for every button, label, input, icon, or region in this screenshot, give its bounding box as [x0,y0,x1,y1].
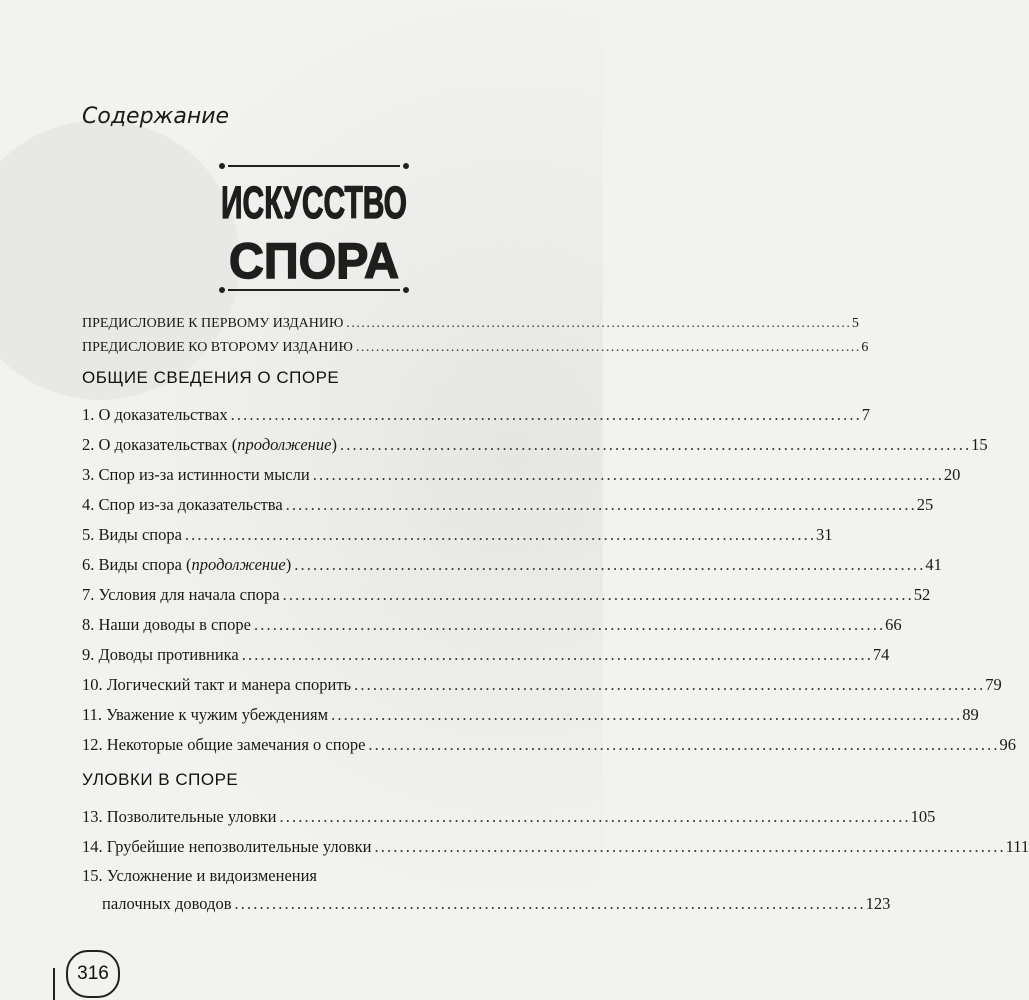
dot-leader [286,490,914,520]
toc-chapter-7[interactable] [82,580,931,610]
toc-entry-page: 111 [1005,837,1029,856]
toc-entry-label [82,550,291,580]
toc-chapter-14[interactable] [82,832,1029,862]
toc-label-italic: продолжение [237,435,332,454]
toc-preface-1[interactable] [82,316,859,340]
toc-entry-page: 79 [985,675,1002,694]
toc-entry-label: 13. Позволительные уловки [82,807,277,826]
dot-leader [368,730,996,760]
logo-ornament-dot [403,287,409,293]
toc-entry-label: ПРЕДИСЛОВИЕ К ПЕРВОМУ ИЗДАНИЮ [82,316,344,331]
page-number: 316 [66,950,120,998]
toc-entry-label: 4. Спор из-за доказательства [82,495,283,514]
toc-chapter-10[interactable] [82,670,1002,700]
toc-entry-label: 14. Грубейшие непозволительные уловки [82,837,372,856]
dot-leader [242,640,870,670]
toc-entry-page: 52 [913,585,931,604]
toc-entry-label: 1. О доказательствах [82,405,228,424]
toc-entry-page: 123 [865,894,891,913]
toc-chapter-15[interactable] [82,862,891,919]
toc-entry-page: 7 [861,405,871,424]
book-logo [212,158,416,298]
logo-ornament-dot [403,163,409,169]
toc-section-heading: ОБЩИЕ СВЕДЕНИЯ О СПОРЕ [82,368,340,387]
logo-ornament-dot [219,163,225,169]
toc-entry-label: палочных доводов [102,894,232,913]
toc-entry-label: ПРЕДИСЛОВИЕ КО ВТОРОМУ ИЗДАНИЮ [82,340,353,355]
toc-chapter-3[interactable] [82,460,961,490]
toc-chapter-13[interactable] [82,802,936,832]
toc-entry-page: 25 [916,495,934,514]
toc-entry-label: 8. Наши доводы в споре [82,615,251,634]
page-title: Содержание [82,104,230,129]
toc-entry-page: 105 [910,807,936,826]
dot-leader [346,316,849,332]
toc-chapter-9[interactable] [82,640,890,670]
toc-entry-label: 10. Логический такт и манера спорить [82,675,352,694]
table-of-contents [82,316,1029,919]
toc-label-italic: продолжение [191,555,286,574]
toc-entry-label: 5. Виды спора [82,525,182,544]
dot-leader [331,700,959,730]
toc-entry-label: 3. Спор из-за истинности мысли [82,465,310,484]
toc-entry-page: 20 [943,465,961,484]
toc-chapter-2[interactable] [82,430,988,460]
dot-leader [234,889,862,919]
toc-entry-label: 11. Уважение к чужим убеждениям [82,705,329,724]
toc-entry-page: 31 [816,525,833,544]
dot-leader [283,580,911,610]
toc-chapter-8[interactable] [82,610,902,640]
toc-label-part: ) [331,435,337,454]
toc-entry-page: 96 [999,735,1017,754]
toc-chapter-12[interactable] [82,730,1017,760]
toc-entry-label: 7. Условия для начала спора [82,585,280,604]
toc-label-part: 2. О доказательствах ( [82,435,238,454]
toc-entry-label: 15. Усложнение и видоизменения [82,866,318,885]
dot-leader [185,520,813,550]
dot-leader [254,610,882,640]
toc-entry-page: 66 [885,615,902,634]
toc-preface-2[interactable] [82,340,869,364]
dot-leader [356,340,859,356]
dot-leader [231,400,859,430]
dot-leader [354,670,982,700]
dot-leader [280,802,908,832]
logo-line-1: ИСКУССТВО [221,177,407,228]
toc-chapter-4[interactable] [82,490,934,520]
toc-label-part: ) [285,555,292,574]
toc-entry-page: 6 [861,340,869,355]
toc-chapter-5[interactable] [82,520,833,550]
toc-entry-page: 89 [962,705,979,724]
dot-leader [313,460,941,490]
dot-leader [340,430,968,460]
dot-leader [374,832,1002,862]
toc-label-part: 6. Виды спора ( [82,555,192,574]
toc-entry-label [82,430,337,460]
toc-chapter-1[interactable] [82,400,871,430]
dot-leader [294,550,922,580]
toc-chapter-11[interactable] [82,700,979,730]
folio-rule [53,968,55,1000]
toc-entry-page: 74 [872,645,890,664]
toc-entry-page: 15 [971,435,988,454]
logo-line-2: СПОРА [229,233,399,289]
toc-entry-continuation [82,889,891,919]
toc-entry-label: 12. Некоторые общие замечания о споре [82,735,366,754]
toc-entry-page: 41 [925,555,942,574]
toc-entry-label: 9. Доводы противника [82,645,239,664]
toc-section-heading: УЛОВКИ В СПОРЕ [82,770,239,789]
toc-chapter-6[interactable] [82,550,942,580]
logo-ornament-dot [219,287,225,293]
toc-entry-page: 5 [851,316,859,331]
